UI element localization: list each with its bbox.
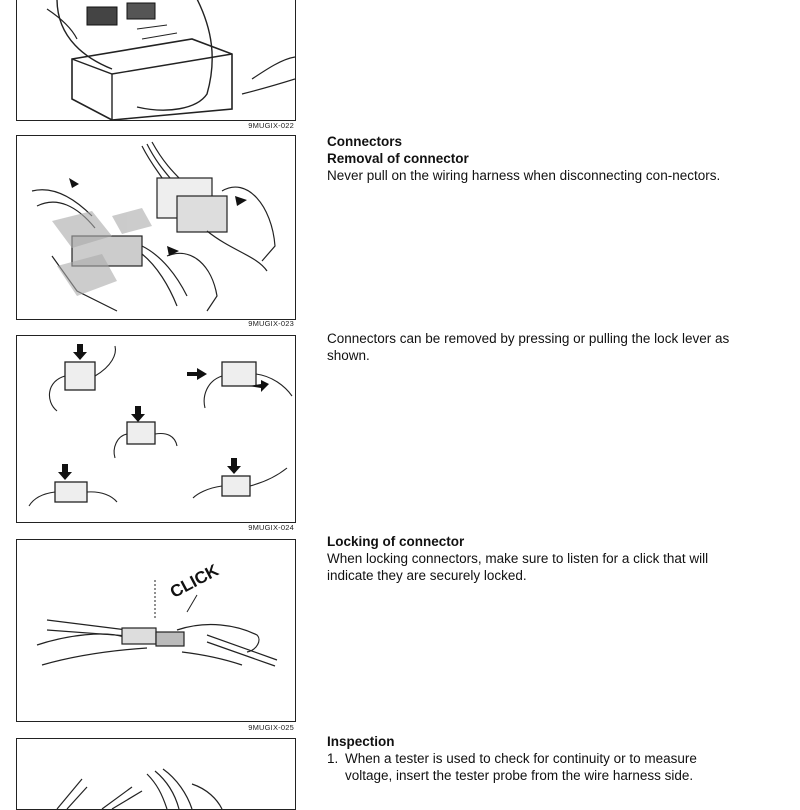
connector-removal-illustration <box>17 136 295 319</box>
section-body: Connectors can be removed by pressing or pulling the lock lever as shown. <box>327 331 730 363</box>
figure-locking-connector <box>16 539 296 722</box>
inspection-illustration <box>17 739 295 809</box>
section-title: Locking of connector <box>327 534 465 549</box>
figure-connector-removal <box>16 135 296 320</box>
section-inspection <box>327 733 737 784</box>
locking-connector-illustration <box>17 540 295 721</box>
figure-code: 9MUGIX-024 <box>248 523 294 532</box>
figure-code: 9MUGIX-025 <box>248 723 294 732</box>
lock-lever-illustration <box>17 336 295 522</box>
section-subtitle: Removal of connector <box>327 151 469 166</box>
section-lock-lever <box>327 330 737 364</box>
item-text: When a tester is used to check for continuity or to measure voltage, insert the tester probe from the wire harness side. <box>345 751 697 783</box>
section-title: Inspection <box>327 734 395 749</box>
section-body: When locking connectors, make sure to listen for a click that will indicate they are securely locked. <box>327 551 709 583</box>
list-item <box>327 750 737 784</box>
figure-inspection <box>16 738 296 810</box>
section-connectors <box>327 133 737 184</box>
battery-illustration <box>17 0 295 120</box>
figure-code: 9MUGIX-023 <box>248 319 294 328</box>
section-locking <box>327 533 737 584</box>
figure-battery <box>16 0 296 121</box>
click-label: CLICK <box>166 560 222 602</box>
figure-lock-lever <box>16 335 296 523</box>
figure-code: 9MUGIX-022 <box>248 121 294 130</box>
section-body: Never pull on the wiring harness when disconnecting con-nectors. <box>327 168 721 183</box>
section-title: Connectors <box>327 134 403 149</box>
item-number: 1. <box>327 751 339 766</box>
